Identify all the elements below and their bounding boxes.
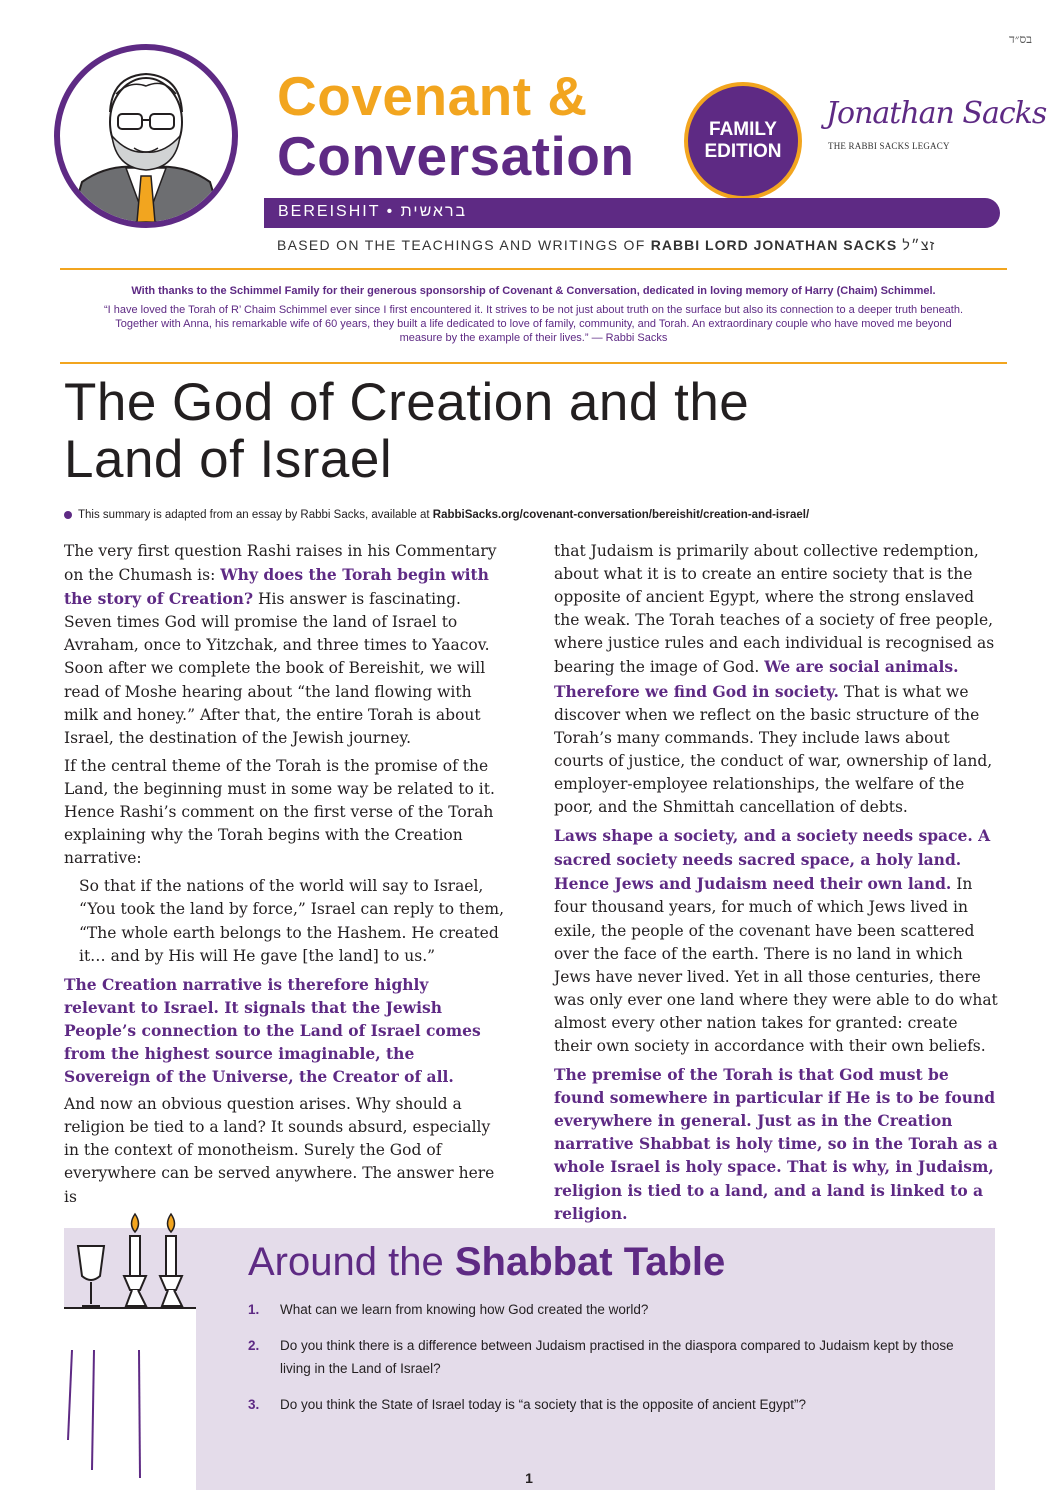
parsha-name: BEREISHIT • בראשית [278,203,468,220]
attribution-suffix: זצ״ל [902,237,936,253]
paragraph: And now an obvious question arises. Why should a religion be tied to a land? It sounds absurd, especially in the context of monotheism. Surely the God of everywhere can be served anywhere. The answer here is [64,1095,495,1206]
highlight-paragraph: The premise of the Torah is that God must be found somewhere in particular if He is to be found everywhere in general. Just as in the Creation narrative Shabbat is holy time, so in the Torah as a whole Israel is holy space. That is why, in Judaism, religion is tied to a land, and a land is linked to a religion. [554,1065,998,1223]
paragraph [554,824,998,1058]
attribution-name: RABBI LORD JONATHAN SACKS [650,237,898,253]
question-number: 3. [248,1397,260,1412]
article-title: The God of Creation and the Land of Israel [64,373,750,489]
page-number: 1 [525,1470,533,1486]
paragraph-text: In four thousand years, for much of which Jews lived in exile, the people of the covenant have been scattered over the face of the earth. There is no land in which Jews have never lived. Yet in all those centuries, there was only ever one land where they were able to do what almost every other nation takes for granted: create their own society in accordance with their own beliefs. [554,875,998,1055]
family-edition-badge [684,82,802,200]
hebrew-blessing-mark: בס״ד [1009,32,1032,46]
paragraph-text: His answer is fascinating. Seven times God will promise the land of Israel to Avraham, once to Yitzchak, and three times to Yaacov. Soon after we complete the book of Bereishit, we will read of Moshe hearing about “the land flowing with milk and honey.” After that, the entire Torah is about Israel, the destination of the Jewish journey. [64,590,490,747]
question-text: What can we learn from knowing how God created the world? [280,1302,649,1317]
paragraph [64,540,504,750]
shabbat-title-emphasis: Shabbat Table [454,1240,726,1284]
legacy-tagline: THE RABBI SACKS LEGACY [828,141,950,151]
summary-note [64,509,809,521]
header-divider [60,268,1007,270]
paragraph-text: The very first question Rashi raises in his Commentary on the Chumash is: [64,542,497,585]
summary-link[interactable]: RabbiSacks.org/covenant-conversation/bereishit/creation-and-israel/ [432,509,810,521]
shabbat-title-prefix: Around the [248,1240,444,1284]
paragraph-text: That is what we discover when we reflect on the basic structure of the Torah’s many commands. They include laws about courts of justice, the conduct of war, ownership of land, employer-employee relationships, the welfare of the poor, and the Shmittah cancellation of debts. [554,682,993,817]
highlight-text: We are social animals. Therefore we find God in society. [554,657,959,701]
attribution-prefix: BASED ON THE TEACHINGS AND WRITINGS OF [277,237,646,253]
sponsor-thanks: With thanks to the Schimmel Family for their generous sponsorship of Covenant & Conversation, dedicated in loving memory of Harry (Chaim) Schimmel. [131,285,936,297]
attribution-line [277,237,936,253]
publication-title-line-1: Covenant & [277,65,588,127]
signature-logo: Jonathan Sacks [826,96,1047,131]
highlight-text: Laws shape a society, and a society needs space. A sacred society needs sacred space, a holy land. Hence Jews and Judaism need their own land. [554,826,991,894]
candles-table-icon [64,1210,234,1490]
shabbat-table-title [248,1240,725,1285]
block-quote: So that if the nations of the world will say to Israel, “You took the land by force,” Israel can reply to them, “The whole earth belongs to the Hashem. He created it… and by His will He gave [the land] to us.” [79,877,505,965]
highlight-paragraph: The Creation narrative is therefore highly relevant to Israel. It signals that the Jewish People’s connection to the Land of Israel comes from the highest source imaginable, the Sovereign of the Universe, the Creator of all. [64,974,481,1087]
summary-prefix: This summary is adapted from an essay by Rabbi Sacks, available at [78,509,430,521]
bullet-dot-icon [64,511,72,519]
question-text: Do you think the State of Israel today is “a society that is the opposite of ancient Egypt”? [280,1397,807,1412]
family-edition-text: FAMILY EDITION [704,119,782,162]
sponsor-divider [60,362,1007,364]
highlight-text: Why does the Torah begin with the story of Creation? [64,565,489,609]
question-number: 2. [248,1338,260,1353]
article-column-left [64,540,504,1214]
rabbi-portrait [54,44,238,228]
publication-title-line-2: Conversation [277,125,635,187]
question-number: 1. [248,1302,260,1317]
rabbi-portrait-illustration [60,50,232,222]
paragraph: If the central theme of the Torah is the promise of the Land, the beginning must in some way be related to it. Hence Rashi’s comment on the first verse of the Torah explaining why the Torah begins with the Creation narrative: [64,756,495,868]
paragraph-text: that Judaism is primarily about collective redemption, about what it is to create an entire society that is the opposite of ancient Egypt, where the strong enslaved the weak. The Torah teaches of a society of free people, where justice rules and each individual is recognised as bearing the image of God. [554,542,995,677]
sponsor-quote: “I have loved the Torah of R’ Chaim Schimmel ever since I first encountered it. It strives to be not just about truth on the surface but also its connection to a deeper truth beneath. Together with Anna, his remarkable wife of 60 years, they built a life dedicated to love of family, community, and Torah. An extraordinary couple who have moved me beyond measure by the example of their lives.” — Rabbi Sacks [103,304,964,344]
question-text: Do you think there is a difference between Judaism practised in the diaspora compared to Judaism kept by those living in the Land of Israel? [280,1338,954,1376]
article-column-right [554,540,998,1230]
paragraph [554,540,998,819]
